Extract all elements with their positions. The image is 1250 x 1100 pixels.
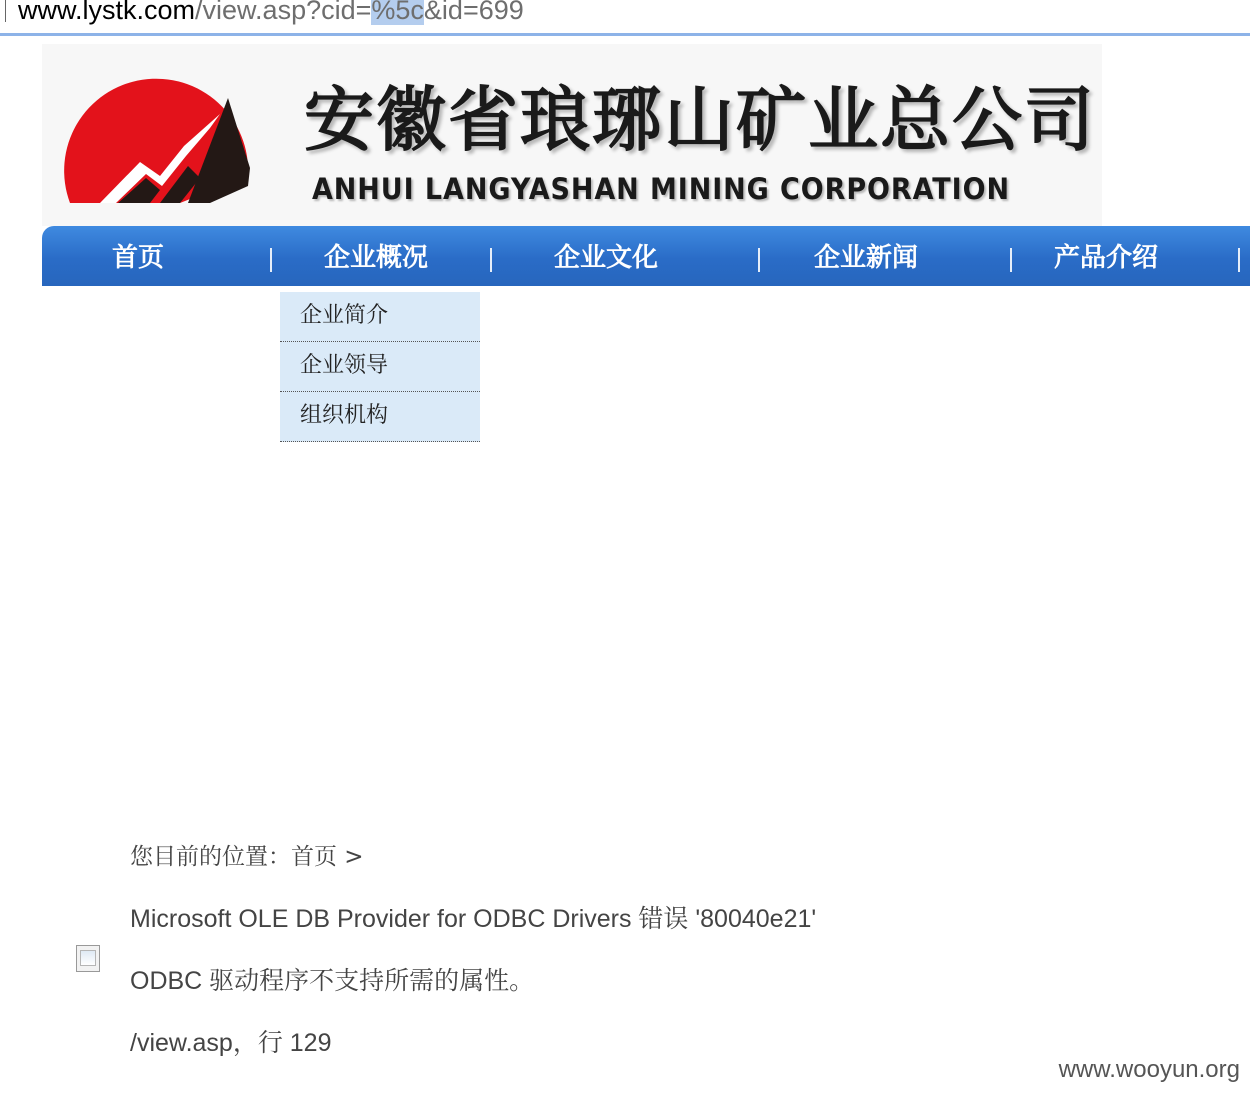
header-banner (42, 44, 1102, 226)
nav-item-products[interactable]: 产品介绍 (1054, 243, 1159, 273)
nav-separator (270, 248, 272, 272)
nav-item-home[interactable]: 首页 (112, 243, 165, 273)
company-logo-icon (60, 58, 252, 208)
address-bar-edge (0, 0, 6, 22)
address-bar[interactable] (0, 0, 1250, 36)
main-nav (42, 226, 1250, 286)
watermark: www.wooyun.org (1058, 1056, 1240, 1083)
nav-separator (490, 248, 492, 272)
error-message: ODBC 驱动程序不支持所需的属性。 (130, 967, 535, 995)
url-text[interactable] (18, 0, 524, 26)
error-title: Microsoft OLE DB Provider for ODBC Drivers 错误 '80040e21' (130, 905, 817, 933)
breadcrumb: 您目前的位置：首页 > (130, 844, 364, 870)
dropdown-item-leaders[interactable]: 企业领导 (280, 342, 480, 392)
url-host: www.lystk.com (18, 0, 196, 25)
url-path: /view.asp?cid= (195, 0, 372, 25)
overview-dropdown (280, 292, 480, 442)
error-location: /view.asp，行 129 (130, 1029, 332, 1057)
company-name-cn: 安徽省琅琊山矿业总公司 (304, 79, 1096, 161)
nav-separator (758, 248, 760, 272)
nav-separator (1238, 248, 1240, 272)
dropdown-item-intro[interactable]: 企业简介 (280, 292, 480, 342)
nav-item-news[interactable]: 企业新闻 (814, 243, 919, 273)
url-selected-text: %5c (371, 0, 424, 25)
nav-separator (1010, 248, 1012, 272)
nav-item-culture[interactable]: 企业文化 (554, 243, 659, 273)
dropdown-item-organization[interactable]: 组织机构 (280, 392, 480, 442)
nav-item-overview[interactable]: 企业概况 (324, 243, 429, 273)
broken-image-inner (80, 950, 96, 966)
url-path-tail: &id=699 (423, 0, 524, 25)
company-name-en: ANHUI LANGYASHAN MINING CORPORATION (312, 172, 1010, 206)
broken-image-icon (76, 945, 100, 972)
